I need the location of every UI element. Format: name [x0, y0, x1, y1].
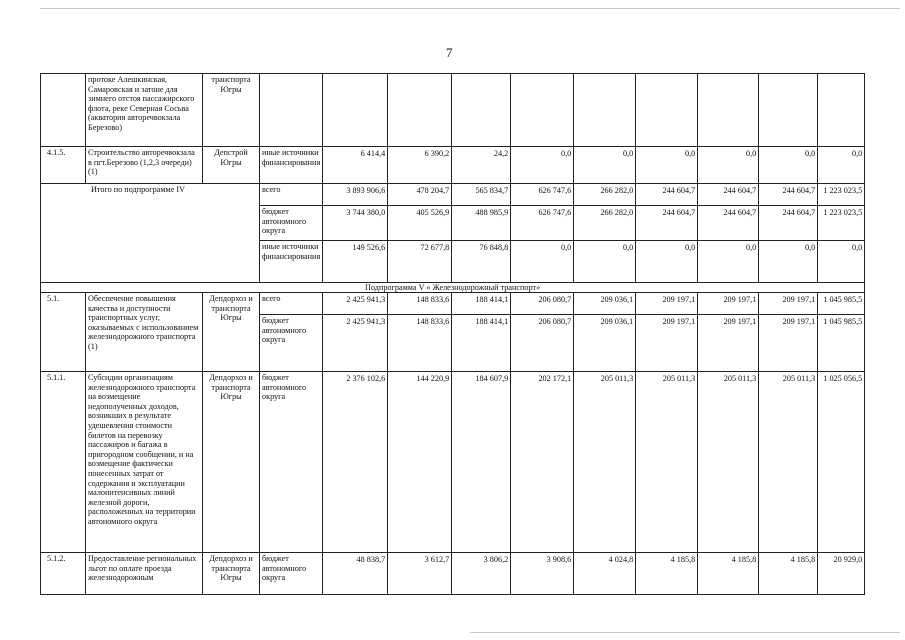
cell-value: 0,0 [698, 241, 759, 283]
table-row [41, 147, 865, 184]
cell-value: 205 011,3 [574, 372, 636, 553]
budget-table [40, 73, 865, 595]
cell-value: 209 197,1 [759, 315, 818, 372]
cell-value: 48 838,7 [323, 553, 388, 595]
cell-value: 4 024,8 [574, 553, 636, 595]
cell-value: 0,0 [574, 241, 636, 283]
cell-value: 0,0 [698, 147, 759, 184]
cell-value: 0,0 [818, 147, 865, 184]
table-row [41, 283, 865, 293]
cell-value: 209 197,1 [636, 315, 698, 372]
cell-value: 488 985,9 [452, 206, 511, 241]
cell-value: 205 011,3 [698, 372, 759, 553]
cell-value: 3 893 906,6 [323, 184, 388, 206]
cell-value: 1 045 985,5 [818, 315, 865, 372]
cell-value: 184 607,9 [452, 372, 511, 553]
cell-name: Предоставление региональных льгот по оплате проезда железнодорожным [86, 553, 203, 595]
cell-value: 188 414,1 [452, 315, 511, 372]
cell-value: 626 747,6 [511, 184, 574, 206]
table-row [41, 293, 865, 315]
cell-value: 3 806,2 [452, 553, 511, 595]
cell-value: 3 908,6 [511, 553, 574, 595]
cell-value: 149 526,6 [323, 241, 388, 283]
cell-value: 1 223 023,5 [818, 184, 865, 206]
cell-value: 20 929,0 [818, 553, 865, 595]
cell-value: 405 526,9 [388, 206, 452, 241]
table-row [41, 74, 865, 147]
cell-source: бюджет автономного округа [260, 315, 323, 372]
cell-source: всего [260, 293, 323, 315]
cell-value: 266 282,0 [574, 184, 636, 206]
cell-source: бюджет автономного округа [260, 206, 323, 241]
cell-value: 4 185,8 [636, 553, 698, 595]
cell-value: 0,0 [636, 147, 698, 184]
cell-value: 244 604,7 [698, 206, 759, 241]
cell-value: 148 833,6 [388, 293, 452, 315]
cell-name: Субсидии организациям железнодорожного транспорта на возмещение недополученных доходов, возникших в результате удешевления стоимости билетов на перевозку пассажиров и багажа в пригородном сообщении, и на возмещение фактически понесенных затрат от содержания и эксплуатации малоинтенсивных линий железной дороги, расположенных на территории автономного округа [86, 372, 203, 553]
cell-code: 5.1.1. [41, 372, 86, 553]
cell-source: иные источники финансирования [260, 241, 323, 283]
cell-value: 1 025 056,5 [818, 372, 865, 553]
cell-value: 0,0 [511, 147, 574, 184]
cell-value: 209 036,1 [574, 315, 636, 372]
cell-value: 244 604,7 [759, 184, 818, 206]
cell-value: 6 414,4 [323, 147, 388, 184]
cell-value: 1 045 985,5 [818, 293, 865, 315]
cell-value: 0,0 [511, 241, 574, 283]
cell-value: 206 080,7 [511, 293, 574, 315]
cell-value: 209 197,1 [759, 293, 818, 315]
cell-source: бюджет автономного округа [260, 553, 323, 595]
cell-code: 5.1.2. [41, 553, 86, 595]
cell-value: 0,0 [636, 241, 698, 283]
cell-executor: транспорта Югры [203, 74, 260, 147]
cell-value: 209 197,1 [698, 315, 759, 372]
cell-value: 209 036,1 [574, 293, 636, 315]
cell-executor: Депстрой Югры [203, 147, 260, 184]
cell-value: 205 011,3 [759, 372, 818, 553]
cell-value: 206 080,7 [511, 315, 574, 372]
cell-value: 209 197,1 [698, 293, 759, 315]
table-row [41, 184, 865, 206]
cell-value: 24,2 [452, 147, 511, 184]
cell-value: 6 390,2 [388, 147, 452, 184]
cell-value: 4 185,8 [759, 553, 818, 595]
cell-value: 148 833,6 [388, 315, 452, 372]
cell-value: 3 612,7 [388, 553, 452, 595]
cell-value: 244 604,7 [636, 206, 698, 241]
cell-name: протоке Алешкинская, Самаровская и затоне для зимнего отстоя пассажирского флота, реке Северная Сосьва (акватория авторечвокзала Березово) [86, 74, 203, 147]
cell-name: Строительство авторечвокзала в пгт.Березово (1,2,3 очереди) (1) [86, 147, 203, 184]
cell-value: 144 220,9 [388, 372, 452, 553]
cell-executor: Депдорхоз и транспорта Югры [203, 553, 260, 595]
table-row [41, 372, 865, 553]
cell-value: 244 604,7 [636, 184, 698, 206]
cell-value: 0,0 [574, 147, 636, 184]
cell-source: всего [260, 184, 323, 206]
cell-value: 0,0 [759, 147, 818, 184]
page-number: 7 [446, 45, 453, 60]
cell-executor: Депдорхоз и транспорта Югры [203, 372, 260, 553]
cell-value: 76 848,8 [452, 241, 511, 283]
cell-source: бюджет автономного округа [260, 372, 323, 553]
cell-value: 4 185,8 [698, 553, 759, 595]
cell-value: 2 376 102,6 [323, 372, 388, 553]
cell-value: 3 744 380,0 [323, 206, 388, 241]
cell-code: 5.1. [41, 293, 86, 372]
cell-value: 478 204,7 [388, 184, 452, 206]
cell-code: 4.1.5. [41, 147, 86, 184]
cell-value: 2 425 941,3 [323, 293, 388, 315]
cell-source: иные источники финансирования [260, 147, 323, 184]
table-row [41, 553, 865, 595]
cell-value: 0,0 [818, 241, 865, 283]
cell-value: 0,0 [759, 241, 818, 283]
cell-value: 72 677,8 [388, 241, 452, 283]
subtotal-label: Итого по подпрограмме IV [41, 184, 260, 283]
cell-value: 202 172,1 [511, 372, 574, 553]
cell-value: 565 834,7 [452, 184, 511, 206]
subprogram-heading: Подпрограмма V « Железнодорожный транспорт» [41, 283, 865, 293]
cell-value: 188 414,1 [452, 293, 511, 315]
scan-edge-top [40, 8, 900, 9]
cell-value: 244 604,7 [759, 206, 818, 241]
cell-value: 266 282,0 [574, 206, 636, 241]
cell-name: Обеспечение повышения качества и доступности транспортных услуг, оказываемых с использованием железнодорожного транспорта (1) [86, 293, 203, 372]
cell-value: 205 011,3 [636, 372, 698, 553]
cell-value: 244 604,7 [698, 184, 759, 206]
cell-value: 626 747,6 [511, 206, 574, 241]
cell-value: 2 425 941,3 [323, 315, 388, 372]
scan-edge-bottom [470, 632, 900, 633]
cell-executor: Депдорхоз и транспорта Югры [203, 293, 260, 372]
cell-value: 209 197,1 [636, 293, 698, 315]
cell-value: 1 223 023,5 [818, 206, 865, 241]
